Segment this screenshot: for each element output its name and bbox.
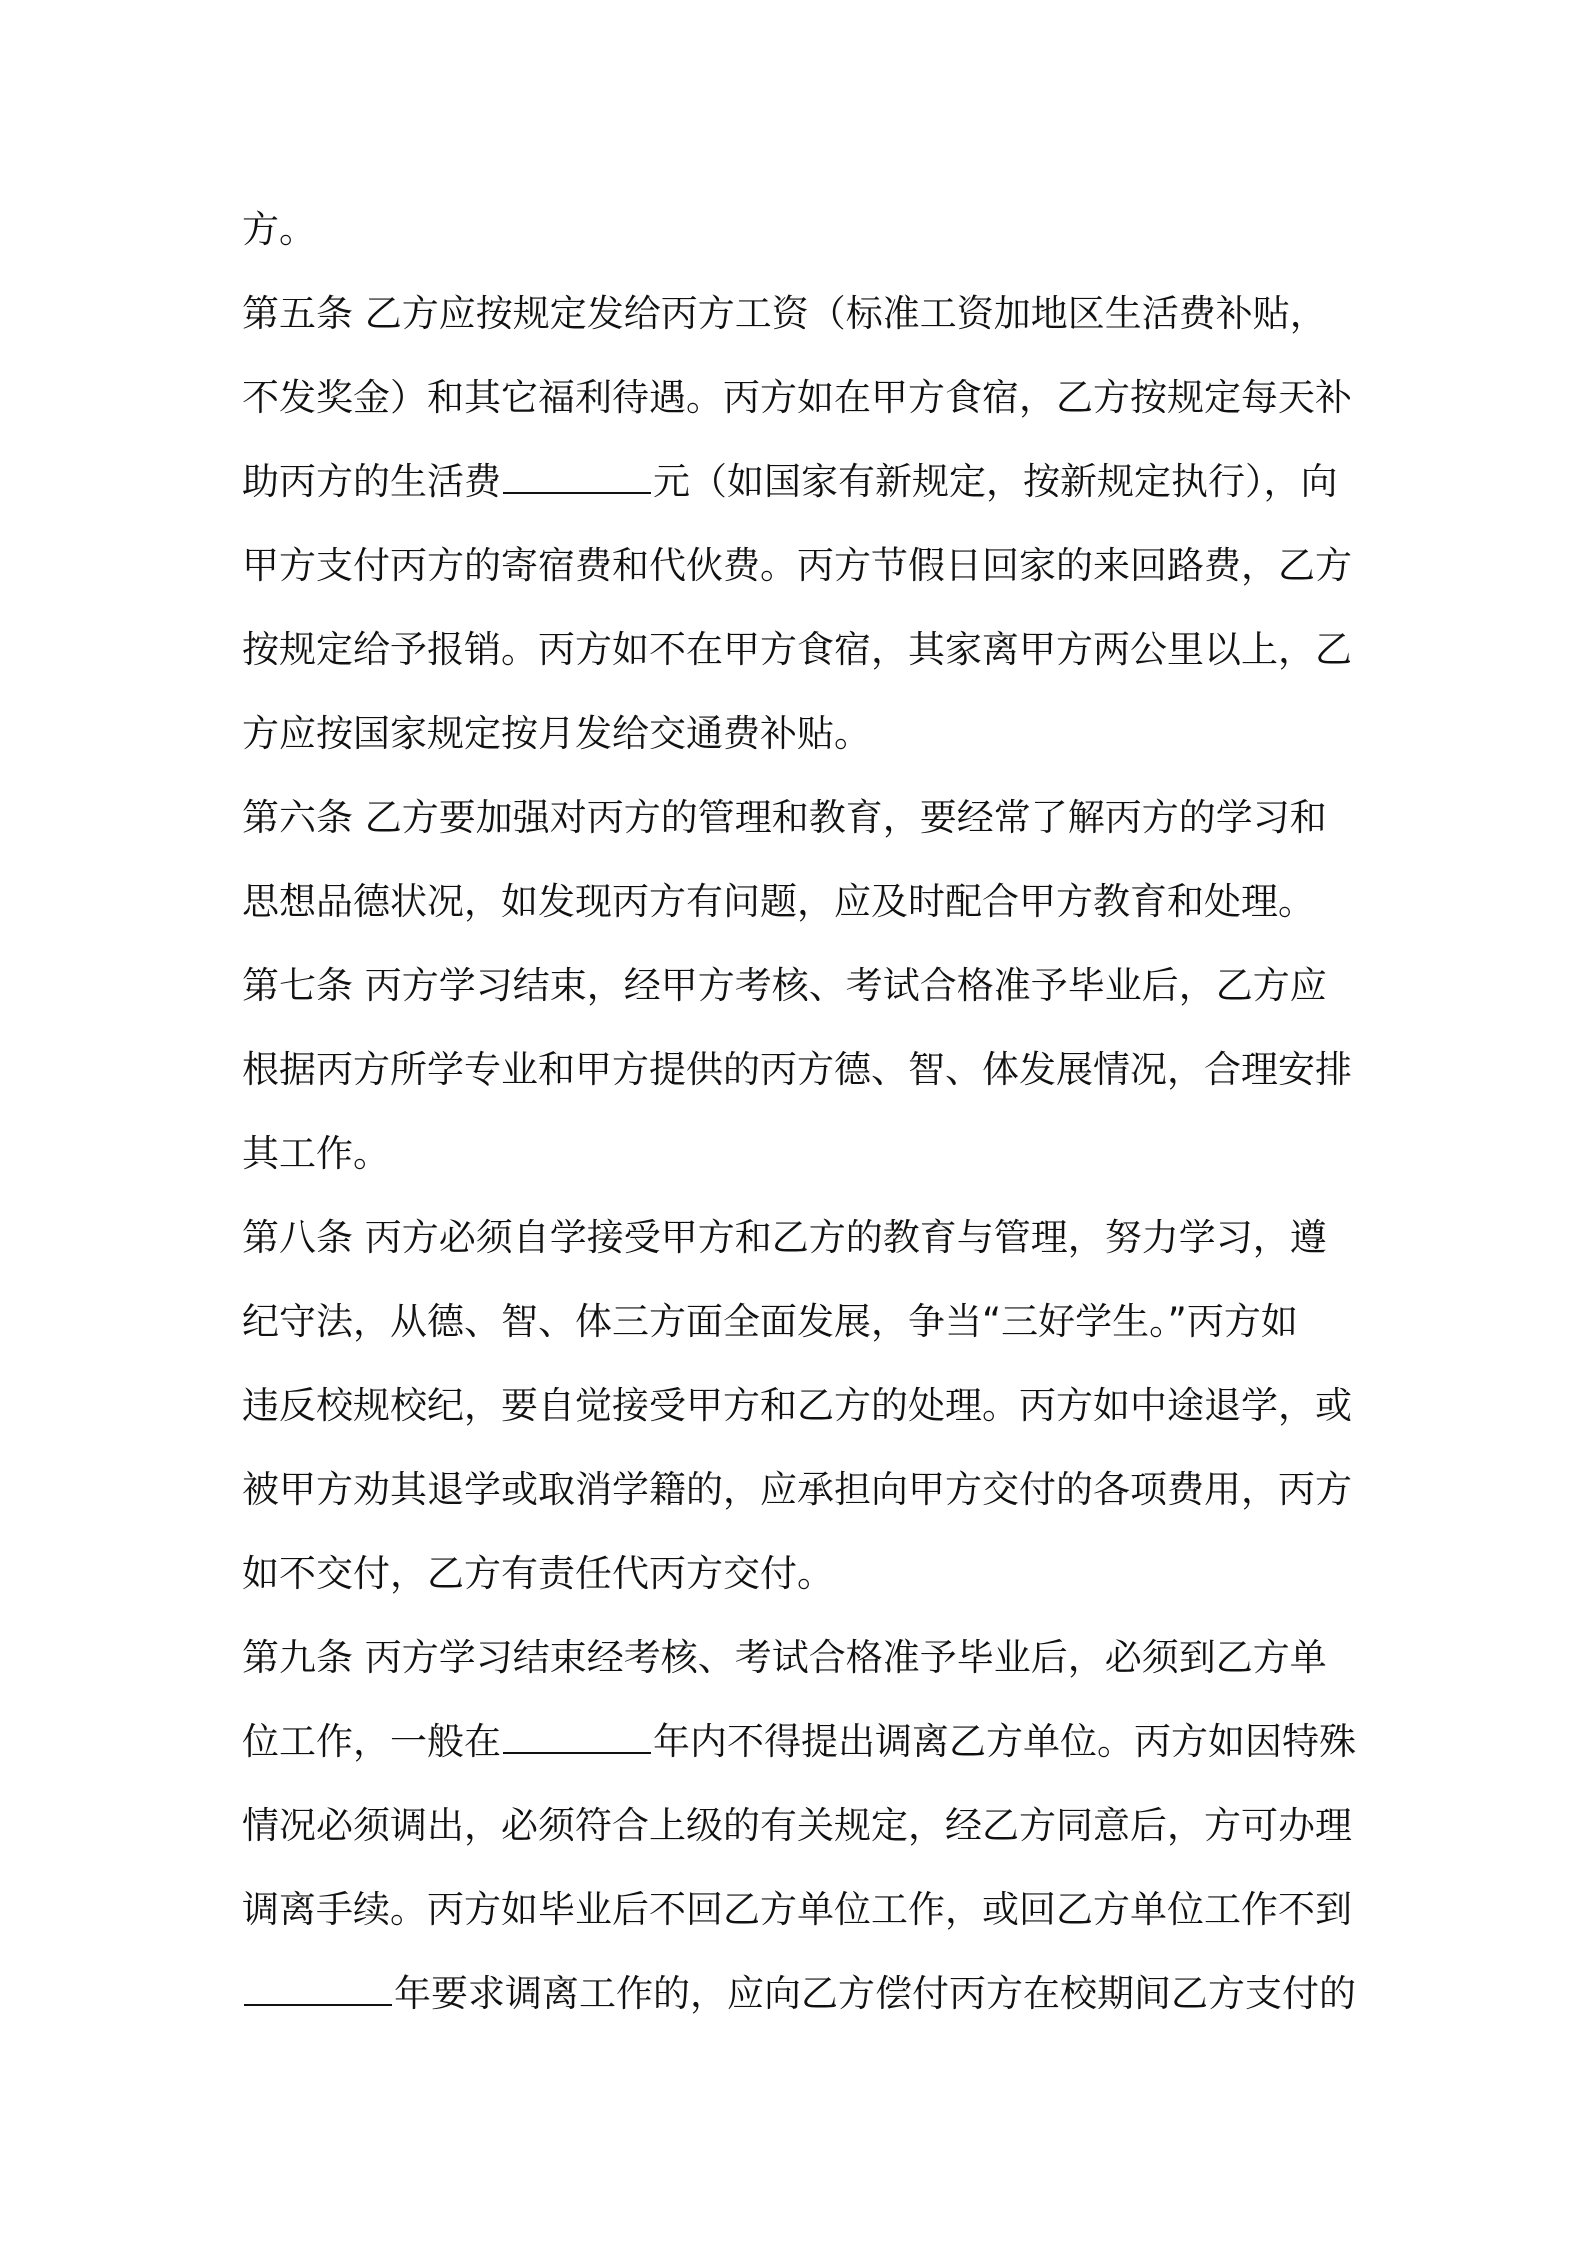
text-segment: 第九条 丙方学习结束经考核、考试合格准予毕业后，必须到乙方单 xyxy=(242,1636,1327,1679)
text-segment: 年要求调离工作的，应向乙方偿付丙方在校期间乙方支付的 xyxy=(394,1972,1356,2015)
text-line xyxy=(242,1126,1352,1182)
text-line xyxy=(242,538,1352,594)
text-line xyxy=(242,1714,1356,1770)
text-segment: 按规定给予报销。丙方如不在甲方食宿，其家离甲方两公里以上，乙 xyxy=(242,628,1352,671)
article-5-heading-line xyxy=(242,286,1352,342)
text-segment: 第八条 丙方必须自学接受甲方和乙方的教育与管理，努力学习，遵 xyxy=(242,1216,1327,1259)
text-segment: 调离手续。丙方如毕业后不回乙方单位工作，或回乙方单位工作不到 xyxy=(242,1888,1352,1931)
text-line xyxy=(242,706,1352,762)
text-line xyxy=(242,1378,1352,1434)
text-line xyxy=(242,1294,1352,1350)
text-segment: 被甲方劝其退学或取消学籍的，应承担向甲方交付的各项费用，丙方 xyxy=(242,1468,1352,1511)
fill-in-blank xyxy=(244,1968,392,2006)
article-6-heading-line xyxy=(242,790,1352,846)
article-7-heading-line xyxy=(242,958,1352,1014)
text-line xyxy=(242,1798,1352,1854)
text-segment: 不发奖金）和其它福利待遇。丙方如在甲方食宿，乙方按规定每天补 xyxy=(242,376,1352,419)
text-segment: 年内不得提出调离乙方单位。丙方如因特殊 xyxy=(653,1720,1356,1763)
text-segment: 根据丙方所学专业和甲方提供的丙方德、智、体发展情况，合理安排 xyxy=(242,1048,1352,1091)
text-segment: 其工作。 xyxy=(242,1132,390,1175)
fill-in-blank xyxy=(503,1716,651,1754)
text-line xyxy=(242,1966,1356,2022)
text-line xyxy=(242,1546,1352,1602)
text-segment: 甲方支付丙方的寄宿费和代伙费。丙方节假日回家的来回路费，乙方 xyxy=(242,544,1352,587)
fill-in-blank xyxy=(503,456,651,494)
text-line xyxy=(242,454,1352,510)
text-line xyxy=(242,622,1352,678)
text-segment: 位工作，一般在 xyxy=(242,1720,501,1763)
text-segment: 情况必须调出，必须符合上级的有关规定，经乙方同意后，方可办理 xyxy=(242,1804,1352,1847)
article-8-heading-line xyxy=(242,1210,1352,1266)
text-line xyxy=(242,1042,1352,1098)
text-line xyxy=(242,874,1352,930)
text-line xyxy=(242,370,1352,426)
text-line xyxy=(242,1462,1352,1518)
text-segment: 第七条 丙方学习结束，经甲方考核、考试合格准予毕业后，乙方应 xyxy=(242,964,1327,1007)
text-segment: 纪守法，从德、智、体三方面全面发展，争当“三好学生。”丙方如 xyxy=(242,1300,1298,1343)
text-segment: 第五条 乙方应按规定发给丙方工资（标准工资加地区生活费补贴， xyxy=(242,292,1327,335)
text-segment: 思想品德状况，如发现丙方有问题，应及时配合甲方教育和处理。 xyxy=(242,880,1315,923)
text-segment: 方应按国家规定按月发给交通费补贴。 xyxy=(242,712,871,755)
text-segment: 违反校规校纪，要自觉接受甲方和乙方的处理。丙方如中途退学，或 xyxy=(242,1384,1352,1427)
text-segment: 第六条 乙方要加强对丙方的管理和教育，要经常了解丙方的学习和 xyxy=(242,796,1327,839)
text-line xyxy=(242,202,1352,258)
text-segment: 方。 xyxy=(242,208,316,251)
text-segment: 元（如国家有新规定，按新规定执行），向 xyxy=(653,460,1338,503)
text-line xyxy=(242,1882,1352,1938)
text-segment: 如不交付，乙方有责任代丙方交付。 xyxy=(242,1552,834,1595)
text-segment: 助丙方的生活费 xyxy=(242,460,501,503)
article-9-heading-line xyxy=(242,1630,1352,1686)
